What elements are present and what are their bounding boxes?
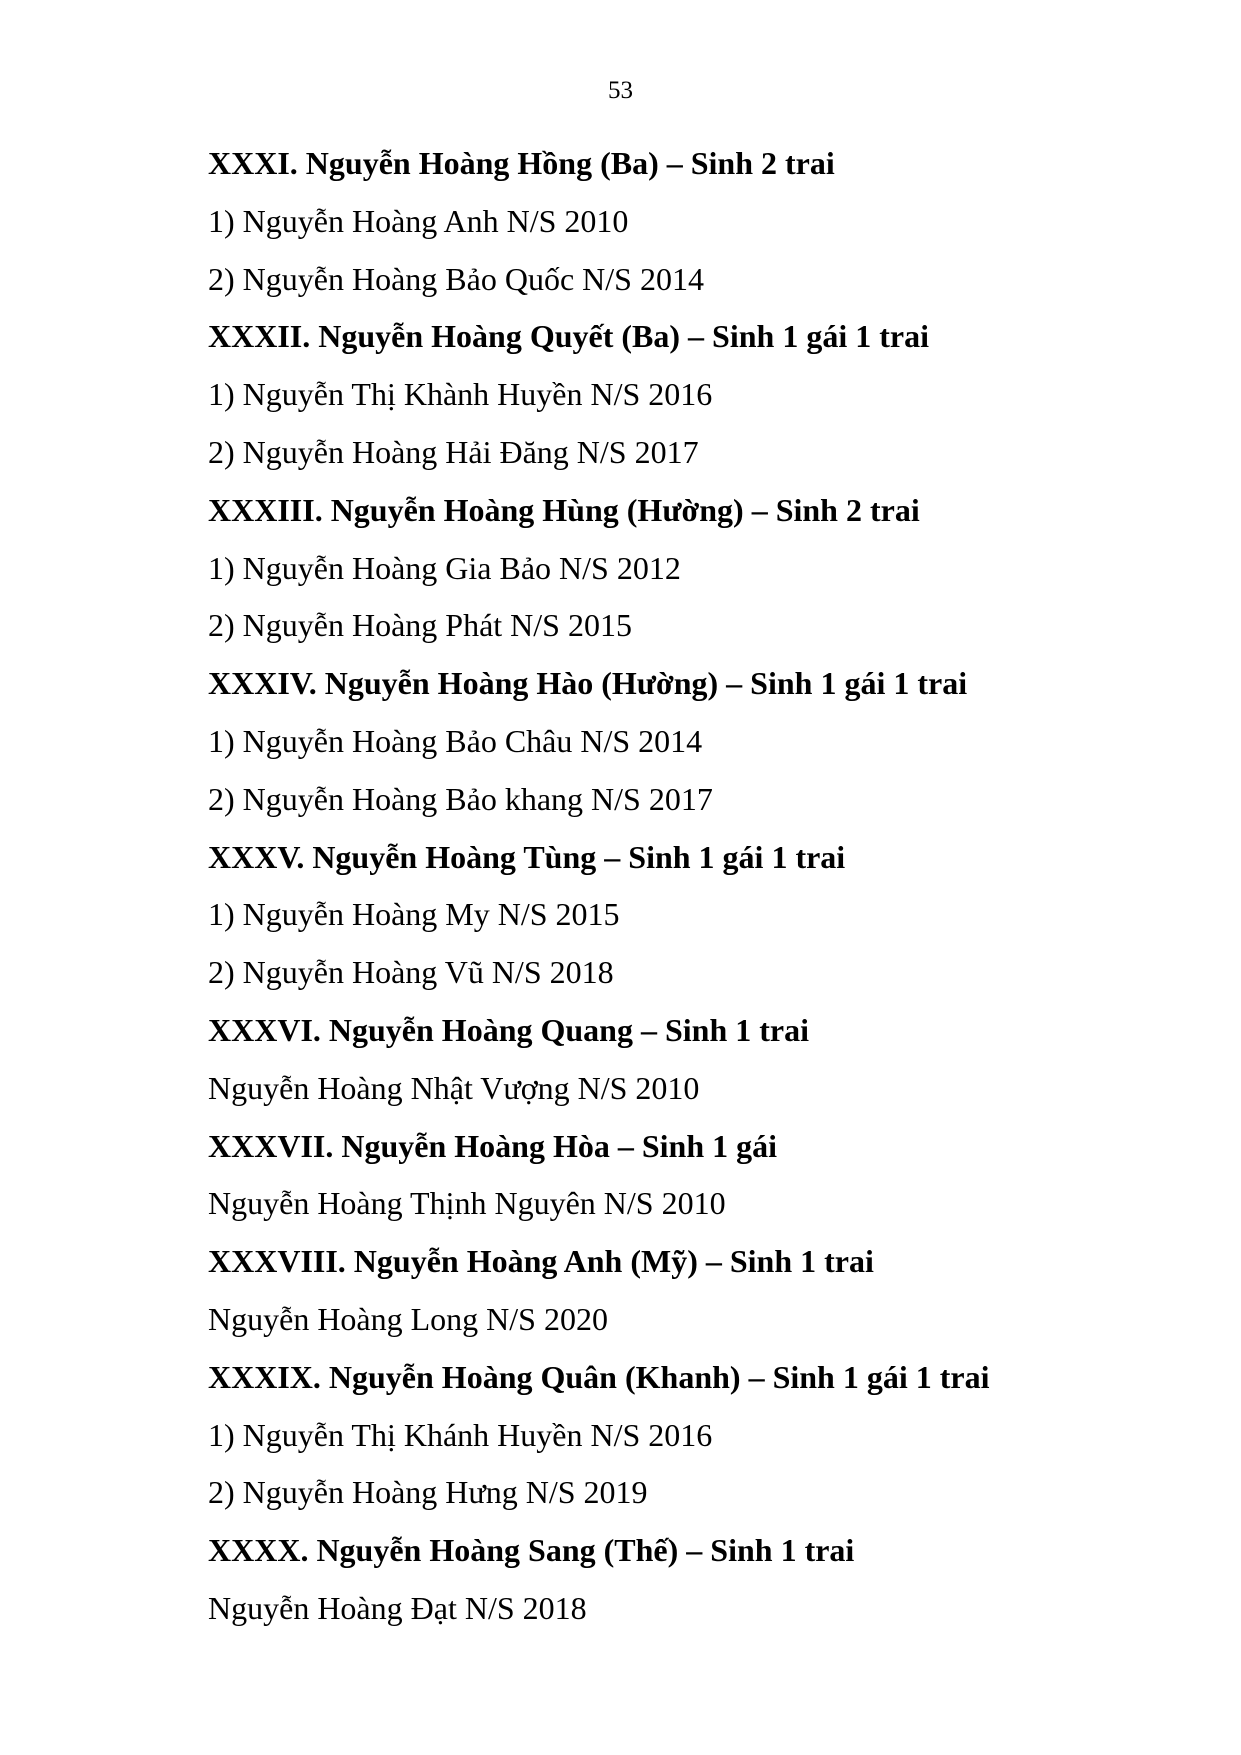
- page-number: 53: [608, 77, 633, 104]
- section-heading: XXXIX. Nguyễn Hoàng Quân (Khanh) – Sinh 1 gái 1 trai: [208, 1358, 990, 1395]
- child-entry: 2) Nguyễn Hoàng Bảo khang N/S 2017: [208, 780, 713, 817]
- section-heading: XXXVII. Nguyễn Hoàng Hòa – Sinh 1 gái: [208, 1127, 777, 1164]
- section-heading: XXXVI. Nguyễn Hoàng Quang – Sinh 1 trai: [208, 1011, 809, 1048]
- child-entry: 1) Nguyễn Hoàng Bảo Châu N/S 2014: [208, 722, 703, 759]
- child-entry: 1) Nguyễn Thị Khánh Huyền N/S 2016: [208, 1416, 713, 1453]
- section-heading: XXXIII. Nguyễn Hoàng Hùng (Hường) – Sinh 2 trai: [208, 491, 920, 528]
- section-heading: XXXVIII. Nguyễn Hoàng Anh (Mỹ) – Sinh 1 trai: [208, 1243, 874, 1280]
- child-entry: 1) Nguyễn Hoàng My N/S 2015: [208, 896, 620, 933]
- child-entry: Nguyễn Hoàng Thịnh Nguyên N/S 2010: [208, 1185, 726, 1222]
- child-entry: Nguyễn Hoàng Long N/S 2020: [208, 1300, 608, 1337]
- section-heading: XXXII. Nguyễn Hoàng Quyết (Ba) – Sinh 1 gái 1 trai: [208, 318, 929, 355]
- child-entry: 2) Nguyễn Hoàng Vũ N/S 2018: [208, 954, 614, 991]
- child-entry: Nguyễn Hoàng Nhật Vượng N/S 2010: [208, 1069, 700, 1106]
- child-entry: 1) Nguyễn Hoàng Gia Bảo N/S 2012: [208, 549, 681, 586]
- child-entry: 2) Nguyễn Hoàng Hưng N/S 2019: [208, 1474, 648, 1511]
- section-heading: XXXV. Nguyễn Hoàng Tùng – Sinh 1 gái 1 trai: [208, 838, 846, 875]
- child-entry: Nguyễn Hoàng Đạt N/S 2018: [208, 1589, 587, 1626]
- section-heading: XXXIV. Nguyễn Hoàng Hào (Hường) – Sinh 1 gái 1 trai: [208, 665, 968, 702]
- genealogy-list: [208, 135, 1181, 1638]
- child-entry: 1) Nguyễn Hoàng Anh N/S 2010: [208, 202, 629, 239]
- child-entry: 1) Nguyễn Thị Khành Huyền N/S 2016: [208, 376, 713, 413]
- child-entry: 2) Nguyễn Hoàng Bảo Quốc N/S 2014: [208, 260, 704, 297]
- child-entry: 2) Nguyễn Hoàng Phát N/S 2015: [208, 607, 632, 644]
- section-heading: XXXI. Nguyễn Hoàng Hồng (Ba) – Sinh 2 trai: [208, 145, 835, 181]
- child-entry: 2) Nguyễn Hoàng Hải Đăng N/S 2017: [208, 433, 699, 470]
- section-heading: XXXX. Nguyễn Hoàng Sang (Thế) – Sinh 1 trai: [208, 1532, 855, 1569]
